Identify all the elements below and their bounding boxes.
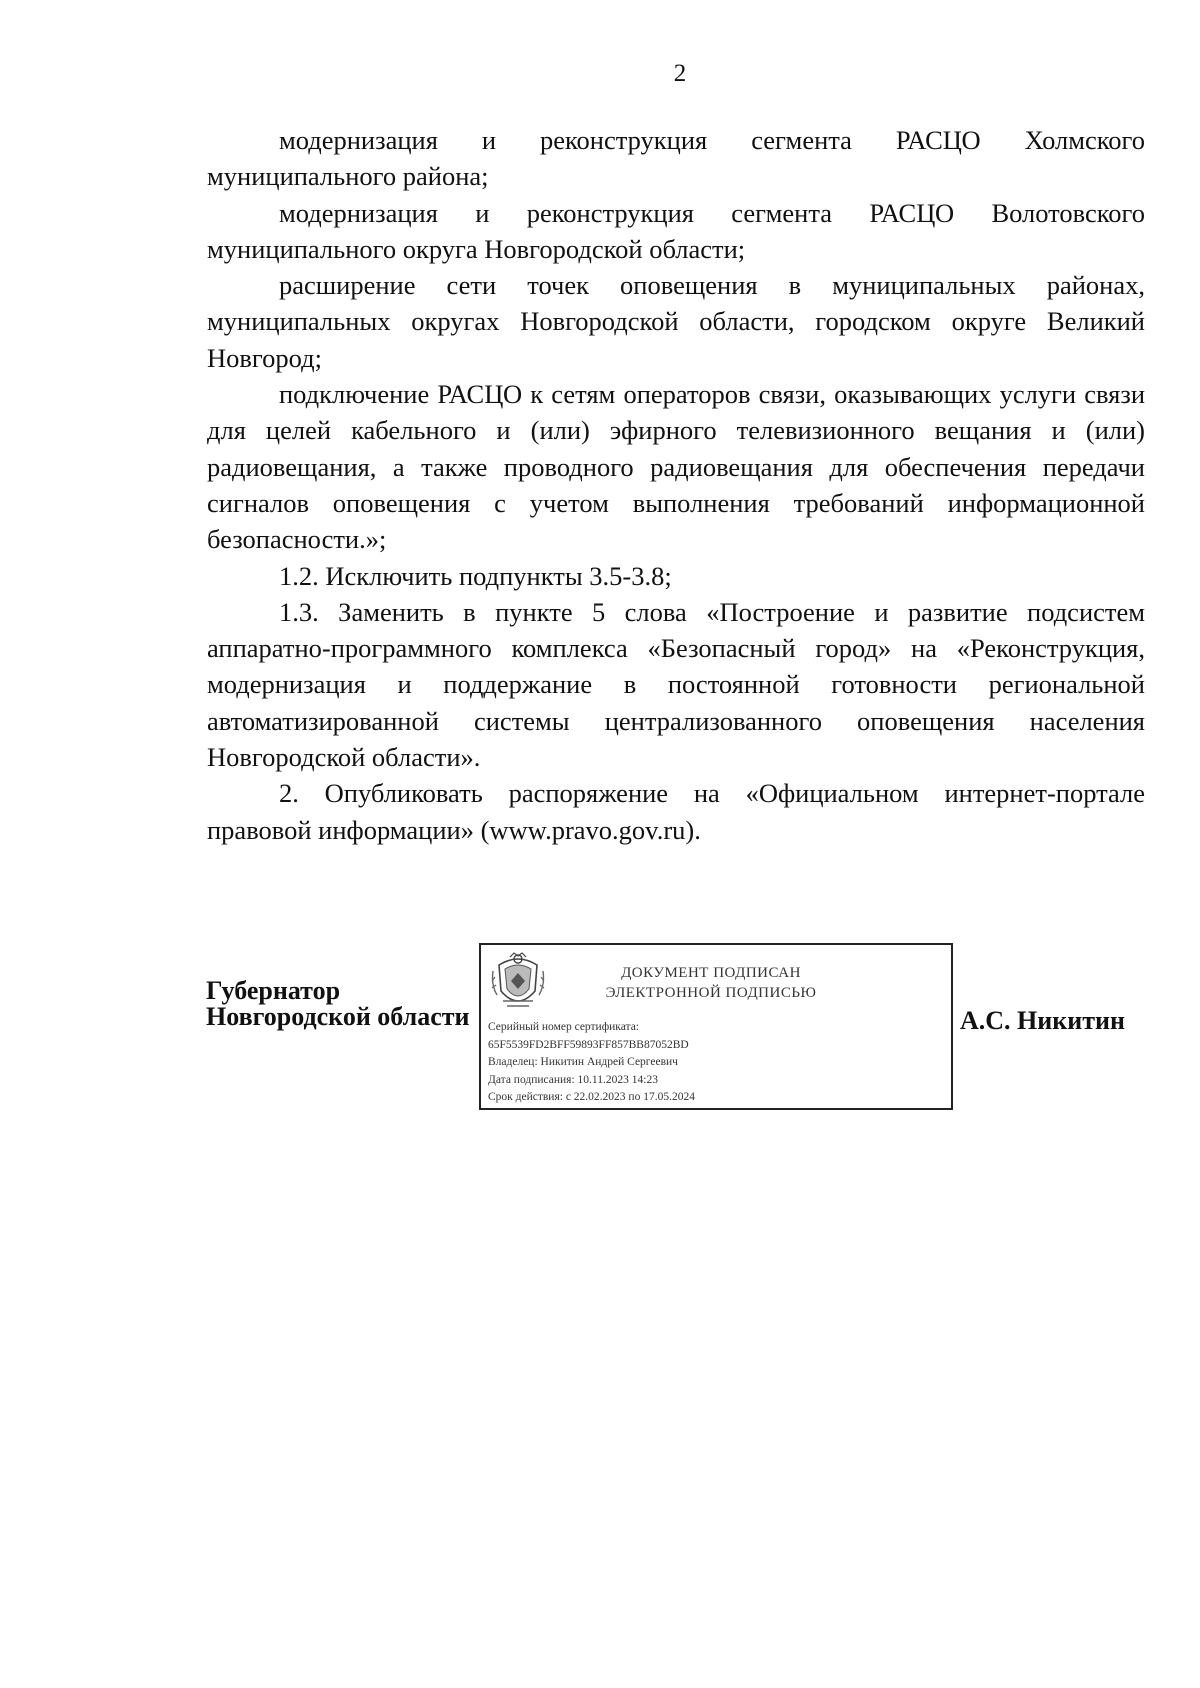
paragraph: модернизация и реконструкция сегмента РАСЦО Холмского муниципального района;	[207, 125, 1145, 192]
paragraph: модернизация и реконструкция сегмента РАСЦО Волотовского муниципального округа Новгородской области;	[207, 197, 1145, 264]
stamp-serial-value: 65F5539FD2BFF59893FF857BB87052BD	[488, 1038, 689, 1051]
coat-of-arms-icon	[489, 951, 547, 1015]
paragraph: 2. Опубликовать распоряжение на «Официальном интернет-портале правовой информации» (www.pravo.gov.ru).	[207, 778, 1145, 845]
paragraph: подключение РАСЦО к сетям операторов связи, оказывающих услуги связи для целей кабельного и (или) эфирного телевизионного вещания и (или) радиовещания, а также проводного радиовещания для обеспечения передачи сигналов оповещения с учетом выполнения требований информационной безопасности.»;	[207, 379, 1145, 555]
stamp-title-line: ДОКУМЕНТ ПОДПИСАН	[621, 965, 801, 981]
paragraph: 1.2. Исключить подпункты 3.5-3.8;	[279, 560, 672, 591]
paragraph: расширение сети точек оповещения в муниципальных районах, муниципальных округах Новгородской области, городском округе Великий Новгород;	[207, 270, 1145, 373]
document-body	[207, 122, 1145, 848]
stamp-signed-date: Дата подписания: 10.11.2023 14:23	[488, 1073, 658, 1086]
signer-position-line: Губернатор	[206, 976, 341, 1005]
signer-position-line: Новгородской области	[206, 1002, 470, 1031]
stamp-validity: Срок действия: с 22.02.2023 по 17.05.2024	[488, 1091, 695, 1104]
paragraph: 1.3. Заменить в пункте 5 слова «Построение и развитие подсистем аппаратно-программного комплекса «Безопасный город» на «Реконструкция, модернизация и поддержание в постоянной готовности региональной автоматизированной системы централизованного оповещения населения Новгородской области».	[207, 596, 1145, 773]
stamp-title	[561, 963, 861, 1003]
signer-position	[206, 978, 470, 1030]
signer-name: А.С. Никитин	[960, 1006, 1125, 1035]
stamp-title-line: ЭЛЕКТРОННОЙ ПОДПИСЬЮ	[605, 985, 817, 1001]
stamp-serial-label: Серийный номер сертификата:	[488, 1021, 639, 1033]
page-number: 2	[673, 60, 687, 87]
stamp-owner: Владелец: Никитин Андрей Сергеевич	[488, 1056, 678, 1069]
stamp-details	[488, 1019, 695, 1107]
electronic-signature-stamp	[479, 943, 953, 1110]
